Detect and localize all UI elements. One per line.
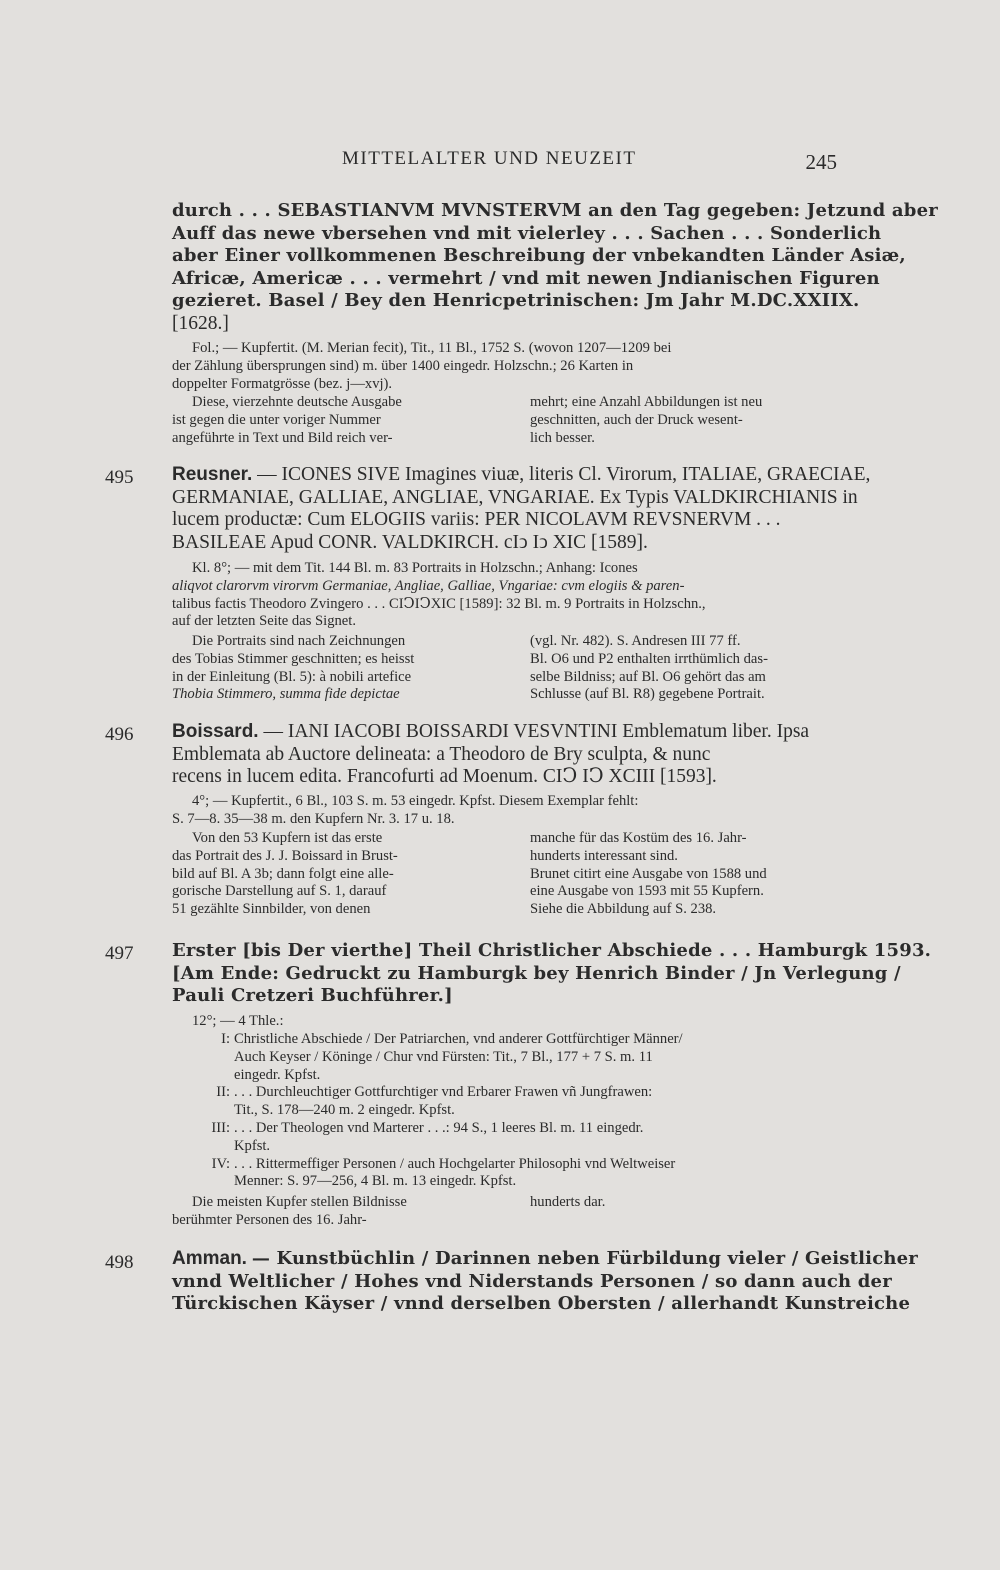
title-line: — ICONES SIVE Imagines viuæ, literis Cl. Virorum, ITALIAE, GRAECIAE, (257, 464, 871, 485)
entry-author: Boissard. (172, 721, 259, 742)
desc-line: der Zählung übersprungen sind) m. über 1400 eingedr. Holzschn.; 26 Karten in (172, 357, 634, 374)
note-right (530, 633, 850, 704)
title-line: gezieret. Basel / Bey den Henricpetrinischen: Jm Jahr M.DC.XXIIX. (172, 290, 860, 311)
volume-line: Auch Keyser / Köninge / Chur vnd Fürsten: Tit., 7 Bl., 177 + 7 S. m. 11 (234, 1048, 653, 1065)
title-line: lucem productæ: Cum ELOGIIS variis: PER NICOLAVM REVSNERVM . . . (172, 509, 781, 530)
note-line: geschnitten, auch der Druck wesent- (530, 411, 743, 428)
volume-line: Christliche Abschiede / Der Patriarchen, vnd anderer Gottfürchtiger Männer/ (234, 1031, 683, 1047)
note-line: Von den 53 Kupfern ist das erste (192, 830, 383, 846)
desc-line: Kl. 8°; — mit dem Tit. 144 Bl. m. 83 Portraits in Holzschn.; Anhang: Icones (192, 560, 638, 576)
format-line: 12°; — 4 Thle.: (192, 1013, 284, 1029)
note-line: angeführte in Text und Bild reich ver- (172, 429, 393, 446)
volume-line: eingedr. Kpfst. (234, 1066, 321, 1083)
entry-495-title (172, 464, 871, 554)
entry-498-title (172, 1248, 918, 1316)
volume-label: I: (221, 1031, 230, 1047)
volume-label: IV: (211, 1155, 230, 1172)
volume-row (172, 1031, 837, 1084)
title-line: Pauli Cretzeri Buchführer.] (172, 985, 453, 1006)
note-line: manche für das Kostüm des 16. Jahr- (530, 830, 747, 846)
title-line: Auff das newe vbersehen vnd mit vielerley . . . Sachen . . . Sonderlich (172, 222, 882, 244)
desc-line: Fol.; — Kupfertit. (M. Merian fecit), Tit., 11 Bl., 1752 S. (wovon 1207—1209 bei (192, 340, 672, 356)
page-number: 245 (805, 150, 837, 174)
note-line: Thobia Stimmero, summa fide depictae (172, 686, 400, 703)
running-header (172, 148, 837, 180)
note-left (172, 830, 492, 919)
note-line: Diese, vierzehnte deutsche Ausgabe (192, 394, 402, 410)
note-line: Siehe die Abbildung auf S. 238. (530, 901, 717, 918)
desc-line: 4°; — Kupfertit., 6 Bl., 103 S. m. 53 eingedr. Kpfst. Diesem Exemplar fehlt: (192, 793, 639, 809)
title-line: BASILEAE Apud CONR. VALDKIRCH. cIↄ Iↄ XIC [1589]. (172, 531, 648, 553)
volume-line: Tit., S. 178—240 m. 2 eingedr. Kpfst. (234, 1102, 455, 1119)
title-line: Africæ, Americæ . . . vermehrt / vnd mit newen Jndianischen Figuren (172, 267, 880, 289)
volume-row (172, 1156, 837, 1192)
note-line: bild auf Bl. A 3b; dann folgt eine alle- (172, 865, 394, 882)
volume-line: . . . Der Theologen vnd Marterer . . .: 94 S., 1 leeres Bl. m. 11 eingedr. (234, 1119, 644, 1136)
title-line: vnnd Weltlicher / Hohes vnd Niderstands Personen / so dann auch der (172, 1270, 892, 1292)
note-line: lich besser. (530, 429, 595, 446)
volume-label: III: (211, 1119, 230, 1136)
note-line: mehrt; eine Anzahl Abbildungen ist neu (530, 394, 763, 410)
entry-494-title (172, 200, 938, 335)
entry-497-volumes (172, 1031, 837, 1191)
volume-row (172, 1120, 837, 1156)
entry-496-description (172, 793, 837, 829)
title-line: durch . . . SEBASTIANVM MVNSTERVM an den Tag gegeben: Jetzund aber (172, 200, 938, 221)
entry-number: 497 (105, 943, 134, 964)
entry-number: 495 (105, 467, 134, 488)
desc-line: auf der letzten Seite das Signet. (172, 613, 356, 630)
entry-494-description (172, 340, 837, 393)
title-line: recens in lucem edita. Francofurti ad Moenum. CIↃ IↃ XCIII [1593]. (172, 766, 717, 787)
note-line: des Tobias Stimmer geschnitten; es heisst (172, 650, 415, 667)
entry-number: 498 (105, 1252, 134, 1273)
note-left (172, 633, 492, 704)
note-line: Brunet citirt eine Ausgabe von 1588 und (530, 865, 767, 882)
volume-line: Kpfst. (234, 1137, 271, 1154)
entry-495-description (172, 560, 837, 631)
title-line: GERMANIAE, GALLIAE, ANGLIAE, VNGARIAE. Ex Typis VALDKIRCHIANIS in (172, 486, 858, 508)
note-line: 51 gezählte Sinnbilder, von denen (172, 901, 371, 918)
entry-497-format (172, 1013, 837, 1031)
note-line: Die Portraits sind nach Zeichnungen (192, 633, 406, 649)
note-line: das Portrait des J. J. Boissard in Brust- (172, 847, 398, 864)
desc-line: S. 7—8. 35—38 m. den Kupfern Nr. 3. 17 u. 18. (172, 810, 455, 827)
volume-line: Menner: S. 97—256, 4 Bl. m. 13 eingedr. Kpfst. (234, 1173, 517, 1190)
desc-line: doppelter Formatgrösse (bez. j—xvj). (172, 375, 393, 392)
header-title: MITTELALTER UND NEUZEIT (342, 148, 637, 169)
title-line: — Kunstbüchlin / Darinnen neben Fürbildung vieler / Geistlicher (251, 1248, 918, 1269)
volume-row (172, 1084, 837, 1120)
entry-author: Reusner. (172, 464, 253, 485)
note-right (530, 394, 850, 447)
title-line: Türckischen Käyser / vnnd derselben Obersten / allerhandt Kunstreiche (172, 1293, 911, 1314)
title-line: — IANI IACOBI BOISSARDI VESVNTINI Emblematum liber. Ipsa (263, 721, 810, 742)
note-left (172, 1194, 492, 1230)
note-line: Bl. O6 und P2 enthalten irrthümlich das- (530, 650, 768, 667)
entry-496-title (172, 721, 837, 789)
desc-line: aliqvot clarorvm virorvm Germaniae, Angliae, Galliae, Vngariae: cvm elogiis & paren- (172, 577, 685, 594)
title-line: [Am Ende: Gedruckt zu Hamburgk bey Henrich Binder / Jn Verlegung / (172, 962, 901, 984)
note-line: in der Einleitung (Bl. 5): à nobili artefice (172, 668, 412, 685)
entry-author: Amman. (172, 1248, 247, 1269)
note-line: Schlusse (auf Bl. R8) gegebene Portrait. (530, 686, 765, 703)
title-line: Erster [bis Der vierthe] Theil Christlicher Abschiede . . . Hamburgk 1593. (172, 940, 932, 961)
note-line: selbe Bildniss; auf Bl. O6 gehört das am (530, 668, 766, 685)
title-line: Emblemata ab Auctore delineata: a Theodoro de Bry sculpta, & nunc (172, 743, 711, 765)
note-line: (vgl. Nr. 482). S. Andresen III 77 ff. (530, 633, 741, 649)
volume-line: . . . Durchleuchtiger Gottfurchtiger vnd Erbarer Frawen vñ Jungfrawen: (234, 1084, 653, 1101)
entry-497-title (172, 940, 932, 1008)
title-line: aber Einer vollkommenen Beschreibung der vnbekandten Länder Asiæ, (172, 245, 906, 266)
note-line: hunderts dar. (530, 1194, 606, 1210)
note-right (530, 830, 850, 919)
note-line: berühmter Personen des 16. Jahr- (172, 1211, 367, 1228)
entry-number: 496 (105, 724, 134, 745)
volume-line: . . . Rittermeffiger Personen / auch Hochgelarter Philosophi vnd Weltweiser (234, 1155, 676, 1172)
note-left (172, 394, 492, 447)
note-line: hunderts interessant sind. (530, 847, 678, 864)
desc-line: talibus factis Theodoro Zvingero . . . CIↃIↃXIC [1589]: 32 Bl. m. 9 Portraits in Holzschn., (172, 595, 706, 612)
note-right (530, 1194, 850, 1212)
title-line: [1628.] (172, 312, 229, 334)
note-line: eine Ausgabe von 1593 mit 55 Kupfern. (530, 883, 764, 900)
note-line: ist gegen die unter voriger Nummer (172, 411, 381, 428)
note-line: Die meisten Kupfer stellen Bildnisse (192, 1194, 407, 1210)
volume-label: II: (216, 1084, 230, 1101)
note-line: gorische Darstellung auf S. 1, darauf (172, 883, 387, 900)
